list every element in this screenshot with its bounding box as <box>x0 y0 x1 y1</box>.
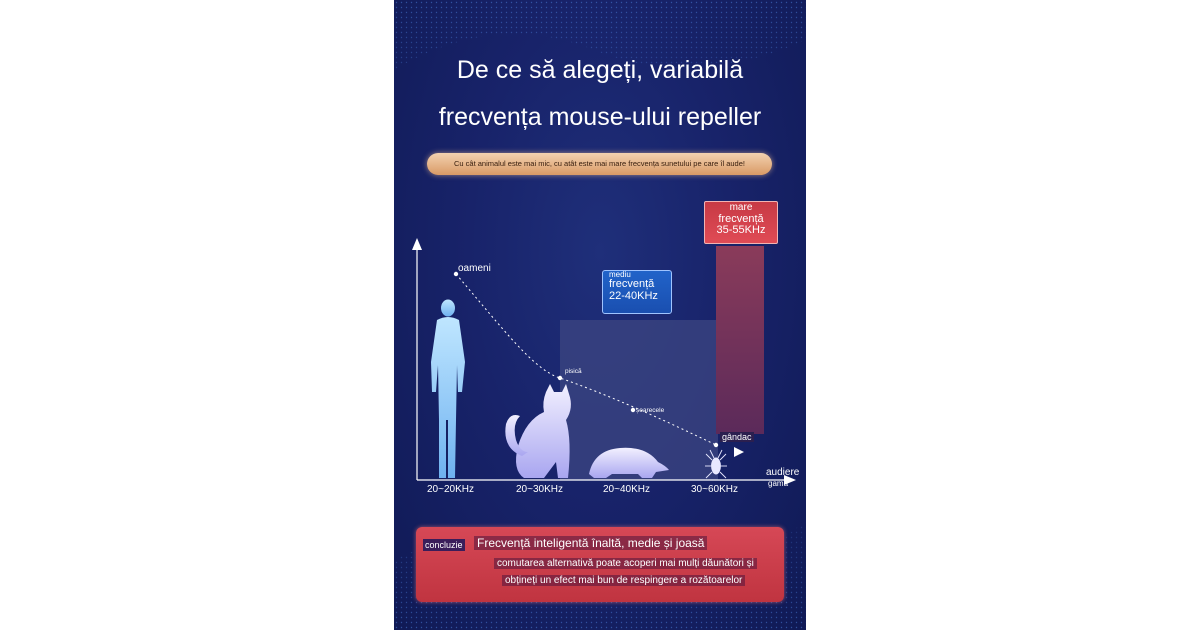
x-tick-1: 20~20KHz <box>427 484 474 495</box>
title-line-2: frecvența mouse-ului repeller <box>438 103 762 131</box>
x-axis-title-line1: audiere <box>766 467 800 478</box>
label-gandac: gândac <box>722 432 752 442</box>
high-label-line2: frecvență <box>718 212 764 225</box>
label-pisica: pisică <box>565 368 582 375</box>
point-soarecele <box>631 408 635 412</box>
cockroach-silhouette-icon <box>705 450 727 478</box>
point-pisica <box>558 376 562 380</box>
conclusion-line-2: comutarea alternativă poate acoperi mai mulți dăunători și <box>494 558 757 569</box>
label-oameni: oameni <box>458 263 491 274</box>
conclusion-panel <box>416 527 784 602</box>
subtitle-pill: Cu cât animalul este mai mic, cu atât este mai mare frecvența sunetului pe care îl aude! <box>427 153 772 175</box>
conclusion-line-3: obțineți un efect mai bun de respingere a rozătoarelor <box>502 575 745 586</box>
high-label-line3: 35-55KHz <box>716 224 766 237</box>
x-axis-title <box>766 467 799 489</box>
hearing-curve <box>456 274 716 445</box>
human-silhouette-icon <box>431 300 465 479</box>
mid-label-line2: frecvență <box>609 278 655 291</box>
mouse-silhouette-icon <box>589 448 669 478</box>
x-tick-2: 20~30KHz <box>516 484 563 495</box>
cat-silhouette-icon <box>505 384 571 478</box>
conclusion-tag: concluzie <box>425 540 463 550</box>
mid-label-line3: 22-40KHz <box>609 289 658 302</box>
x-axis-title-line2: gama <box>768 479 789 488</box>
high-label-line1: mare <box>729 202 753 213</box>
mid-label-line1: mediu <box>609 270 631 279</box>
label-soarecele: șoarecele <box>636 407 665 414</box>
x-tick-4: 30~60KHz <box>691 484 738 495</box>
y-axis-arrow <box>412 238 422 250</box>
curve-arrow <box>734 447 744 457</box>
conclusion-headline: Frecvență inteligentă înaltă, medie și joasă <box>474 536 707 550</box>
title-line-1: De ce să alegeți, variabilă <box>456 56 744 84</box>
x-tick-3: 20~40KHz <box>603 484 650 495</box>
poster <box>394 0 806 630</box>
point-gandac <box>714 443 718 447</box>
